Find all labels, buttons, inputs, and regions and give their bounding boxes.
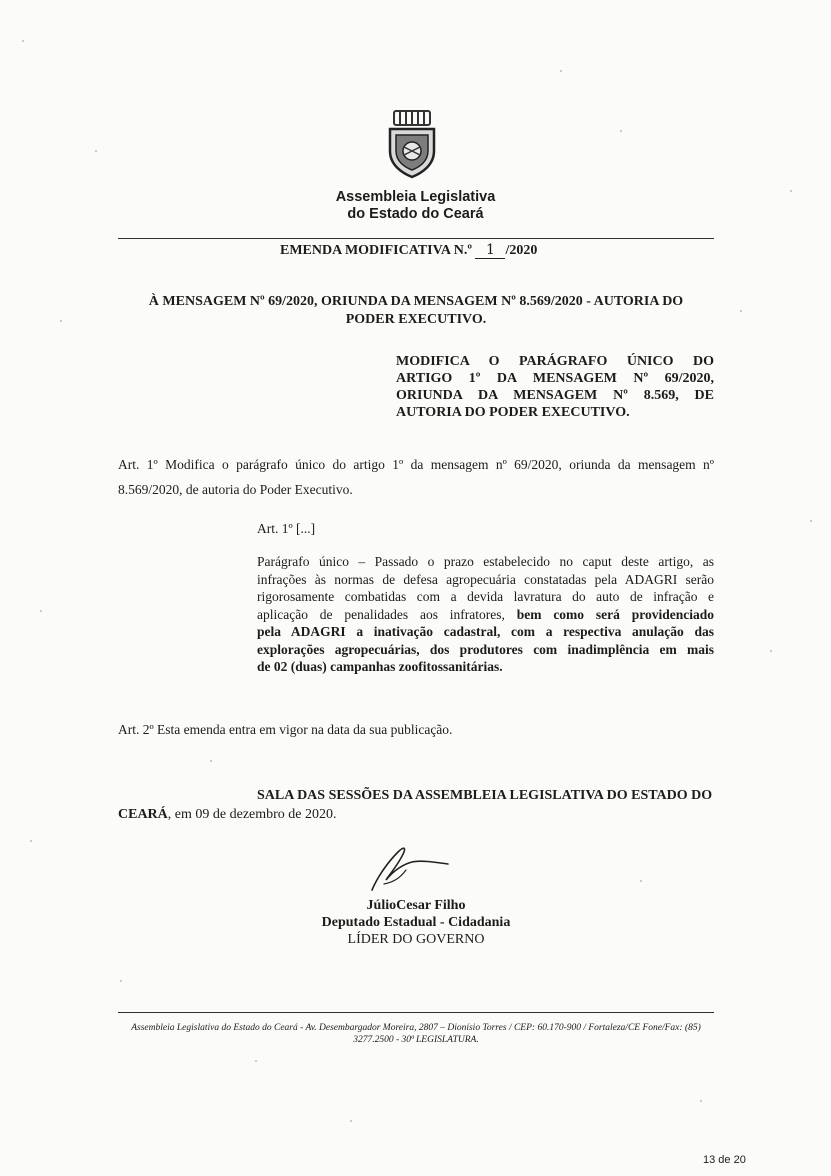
handwritten-signature: [364, 840, 454, 895]
closing-date: , em 09 de dezembro de 2020.: [167, 807, 337, 822]
summary-line-4: AUTORIA DO PODER EXECUTIVO.: [396, 405, 630, 420]
paragraph-line-3: rigorosamente combatidas com a devida lavratura do auto de infração e: [257, 589, 714, 604]
paragraph-line-4-normal: aplicação de penalidades aos infratores,: [257, 606, 517, 622]
paragraph-line-2: infrações às normas de defesa agropecuária constatadas pela ADAGRI serão: [257, 571, 714, 587]
summary-line-1: MODIFICA O PARÁGRAFO ÚNICO DO: [396, 354, 714, 369]
closing-line-1: SALA DAS SESSÕES DA ASSEMBLEIA LEGISLATIVA DO ESTADO DO: [257, 788, 713, 803]
organization-name: Assembleia Legislativa: [335, 189, 496, 205]
article-1-line-1: Art. 1º Modifica o parágrafo único do artigo 1º da mensagem nº 69/2020, oriunda da mensagem nº: [118, 457, 714, 472]
paragraph-line-7: de 02 (duas) campanhas zoofitossanitárias.: [257, 659, 503, 674]
paragraph-line-5: pela ADAGRI a inativação cadastral, com a respectiva anulação das: [257, 624, 714, 639]
summary-line-3: ORIUNDA DA MENSAGEM Nº 8.569, DE: [396, 388, 714, 403]
header-rule: [118, 238, 714, 239]
amendment-prefix: EMENDA MODIFICATIVA N.º: [280, 243, 472, 258]
paragraph-line-1: Parágrafo único – Passado o prazo estabelecido no caput deste artigo, as: [257, 554, 714, 569]
reference-line-1: À MENSAGEM Nº 69/2020, ORIUNDA DA MENSAGEM Nº 8.569/2020 - AUTORIA DO: [148, 294, 684, 309]
article-2: Art. 2º Esta emenda entra em vigor na data da sua publicação.: [118, 722, 453, 737]
signatory-name: JúlioCesar Filho: [366, 898, 466, 913]
paragraph-line-6: explorações agropecuárias, dos produtores com inadimplência em mais: [257, 641, 714, 657]
quoted-article-reference: Art. 1º [...]: [257, 521, 316, 536]
amendment-year: /2020: [505, 243, 538, 258]
article-1-line-2: 8.569/2020, de autoria do Poder Executivo.: [118, 482, 353, 497]
footer-rule: [118, 1012, 714, 1013]
organization-state: do Estado do Ceará: [347, 206, 484, 222]
footer-address: Assembleia Legislativa do Estado do Ceará - Av. Desembargador Moreira, 2807 – Dionísio Torres / CEP: 60.170-900 / Fortaleza/CE Fone/Fax: (85): [131, 1023, 701, 1033]
paragraph-line-4: [257, 606, 714, 624]
footer-legislature: 3277.2500 - 30ª LEGISLATURA.: [353, 1035, 479, 1045]
reference-line-2: PODER EXECUTIVO.: [345, 312, 487, 327]
amendment-number: 1: [475, 242, 505, 259]
signatory-role: Deputado Estadual - Cidadania: [321, 915, 511, 930]
summary-line-2: ARTIGO 1º DA MENSAGEM Nº 69/2020,: [396, 371, 714, 386]
page-number: 13 de 20: [703, 1154, 746, 1166]
state-coat-of-arms-icon: [386, 107, 438, 179]
closing-state: CEARÁ: [118, 807, 168, 822]
closing-line-2: [118, 805, 714, 824]
signatory-title: LÍDER DO GOVERNO: [347, 932, 485, 947]
paragraph-line-4-bold: bem como será providenciado: [516, 606, 714, 622]
